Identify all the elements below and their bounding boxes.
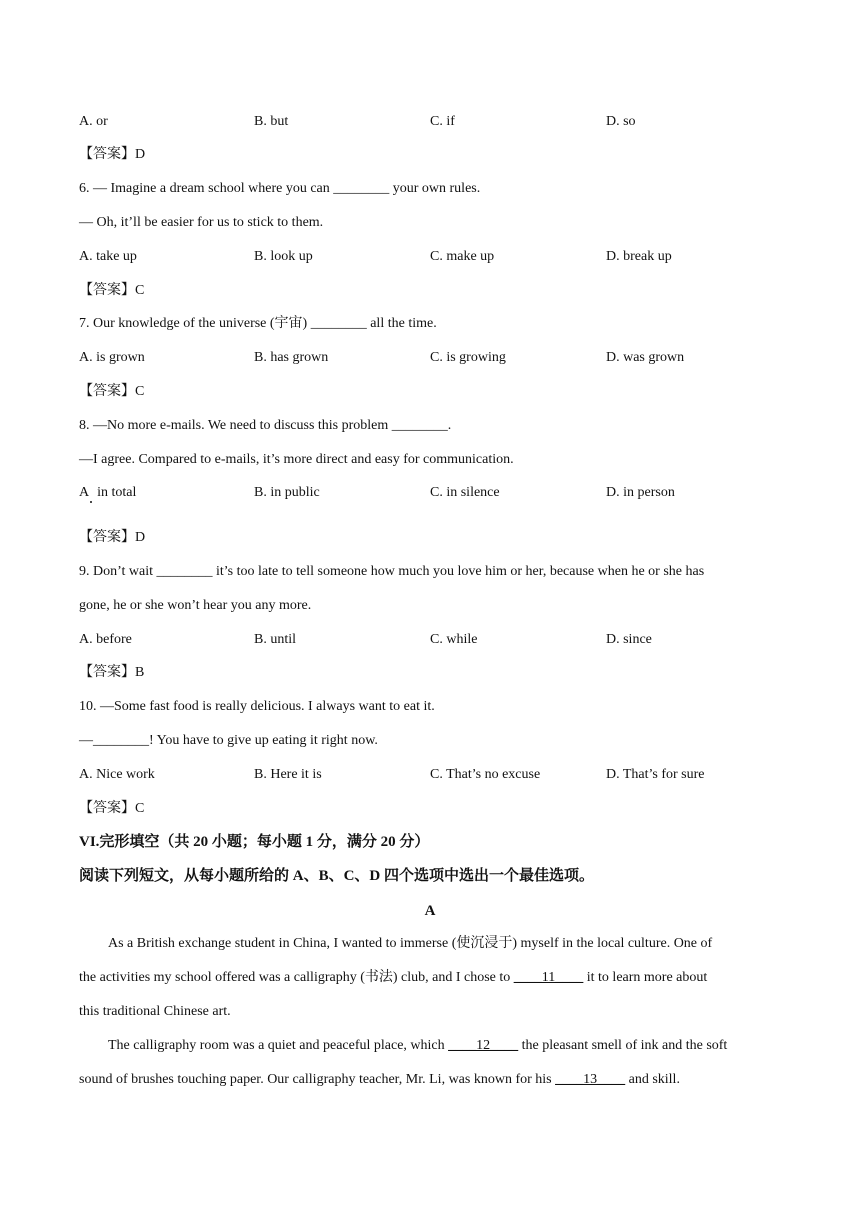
section-instruction: 阅读下列短文，从每小题所给的 A、B、C、D 四个选项中选出一个最佳选项。 xyxy=(79,868,595,884)
q8-option-d: D. in person xyxy=(606,485,675,500)
passage-line: As a British exchange student in China, I wanted to immerse (使沉浸于) myself in the local culture. One of xyxy=(108,936,713,951)
q6-reply: — Oh, it’ll be easier for us to stick to them. xyxy=(79,215,324,230)
q10-option-a: A. Nice work xyxy=(79,767,155,782)
q6-answer: 【答案】C xyxy=(79,283,145,298)
passage-line xyxy=(79,969,707,987)
q7-option-d: D. was grown xyxy=(606,350,685,365)
passage-text: sound of brushes touching paper. Our calligraphy teacher, Mr. Li, was known for his xyxy=(79,1072,556,1087)
q10-reply: —________! You have to give up eating it right now. xyxy=(79,733,378,748)
q10-stem: 10. —Some fast food is really delicious. I always want to eat it. xyxy=(79,699,435,714)
q6-option-c: C. make up xyxy=(430,249,495,264)
q7-answer: 【答案】C xyxy=(79,384,145,399)
passage-text: the pleasant smell of ink and the soft xyxy=(518,1038,728,1053)
q8-option-a-letter: A xyxy=(79,485,90,500)
q10-answer: 【答案】C xyxy=(79,801,145,816)
q5-option-d: D. so xyxy=(606,114,636,129)
blank-13: ____13____ xyxy=(555,1072,626,1087)
q5-option-c: C. if xyxy=(430,114,455,129)
blank-11: ____11____ xyxy=(513,970,584,985)
q8-option-b: B. in public xyxy=(254,485,320,500)
q7-stem: 7. Our knowledge of the universe (宇宙) ________ all the time. xyxy=(79,316,437,331)
stray-dot xyxy=(90,501,92,503)
q9-stem: 9. Don’t wait ________ it’s too late to tell someone how much you love him or her, because when he or she has xyxy=(79,564,705,579)
q9-option-b: B. until xyxy=(254,632,297,647)
q8-stem: 8. —No more e-mails. We need to discuss this problem ________. xyxy=(79,418,452,433)
q10-option-d: D. That’s for sure xyxy=(606,767,705,782)
passage-text: it to learn more about xyxy=(583,970,708,985)
blank-12: ____12____ xyxy=(448,1038,519,1053)
q5-option-b: B. but xyxy=(254,114,289,129)
q9-option-a: A. before xyxy=(79,632,132,647)
q9-option-c: C. while xyxy=(430,632,478,647)
q8-option-a-text: in total xyxy=(97,485,137,500)
q10-option-c: C. That’s no excuse xyxy=(430,767,541,782)
passage-line xyxy=(79,1071,680,1089)
q5-answer: 【答案】D xyxy=(79,147,146,162)
passage-line xyxy=(108,1037,727,1055)
passage-text: and skill. xyxy=(625,1072,680,1087)
passage-label: A xyxy=(424,903,436,919)
q9-stem-cont: gone, he or she won’t hear you any more. xyxy=(79,598,312,613)
passage-text: the activities my school offered was a calligraphy (书法) club, and I chose to xyxy=(79,970,514,985)
q7-option-b: B. has grown xyxy=(254,350,329,365)
q8-reply: —I agree. Compared to e-mails, it’s more direct and easy for communication. xyxy=(79,452,514,467)
section-title: VI.完形填空（共 20 小题；每小题 1 分，满分 20 分） xyxy=(79,834,430,850)
q7-option-a: A. is grown xyxy=(79,350,145,365)
q9-option-d: D. since xyxy=(606,632,652,647)
q8-answer: 【答案】D xyxy=(79,530,146,545)
q6-option-a: A. take up xyxy=(79,249,137,264)
q9-answer: 【答案】B xyxy=(79,665,145,680)
q6-stem: 6. — Imagine a dream school where you can ________ your own rules. xyxy=(79,181,481,196)
q6-option-b: B. look up xyxy=(254,249,313,264)
q8-option-c: C. in silence xyxy=(430,485,500,500)
q8-option-a xyxy=(79,484,136,502)
q7-option-c: C. is growing xyxy=(430,350,506,365)
passage-text: The calligraphy room was a quiet and peaceful place, which xyxy=(108,1038,449,1053)
q6-option-d: D. break up xyxy=(606,249,672,264)
q5-option-a: A. or xyxy=(79,114,108,129)
passage-line: this traditional Chinese art. xyxy=(79,1004,231,1019)
q10-option-b: B. Here it is xyxy=(254,767,322,782)
